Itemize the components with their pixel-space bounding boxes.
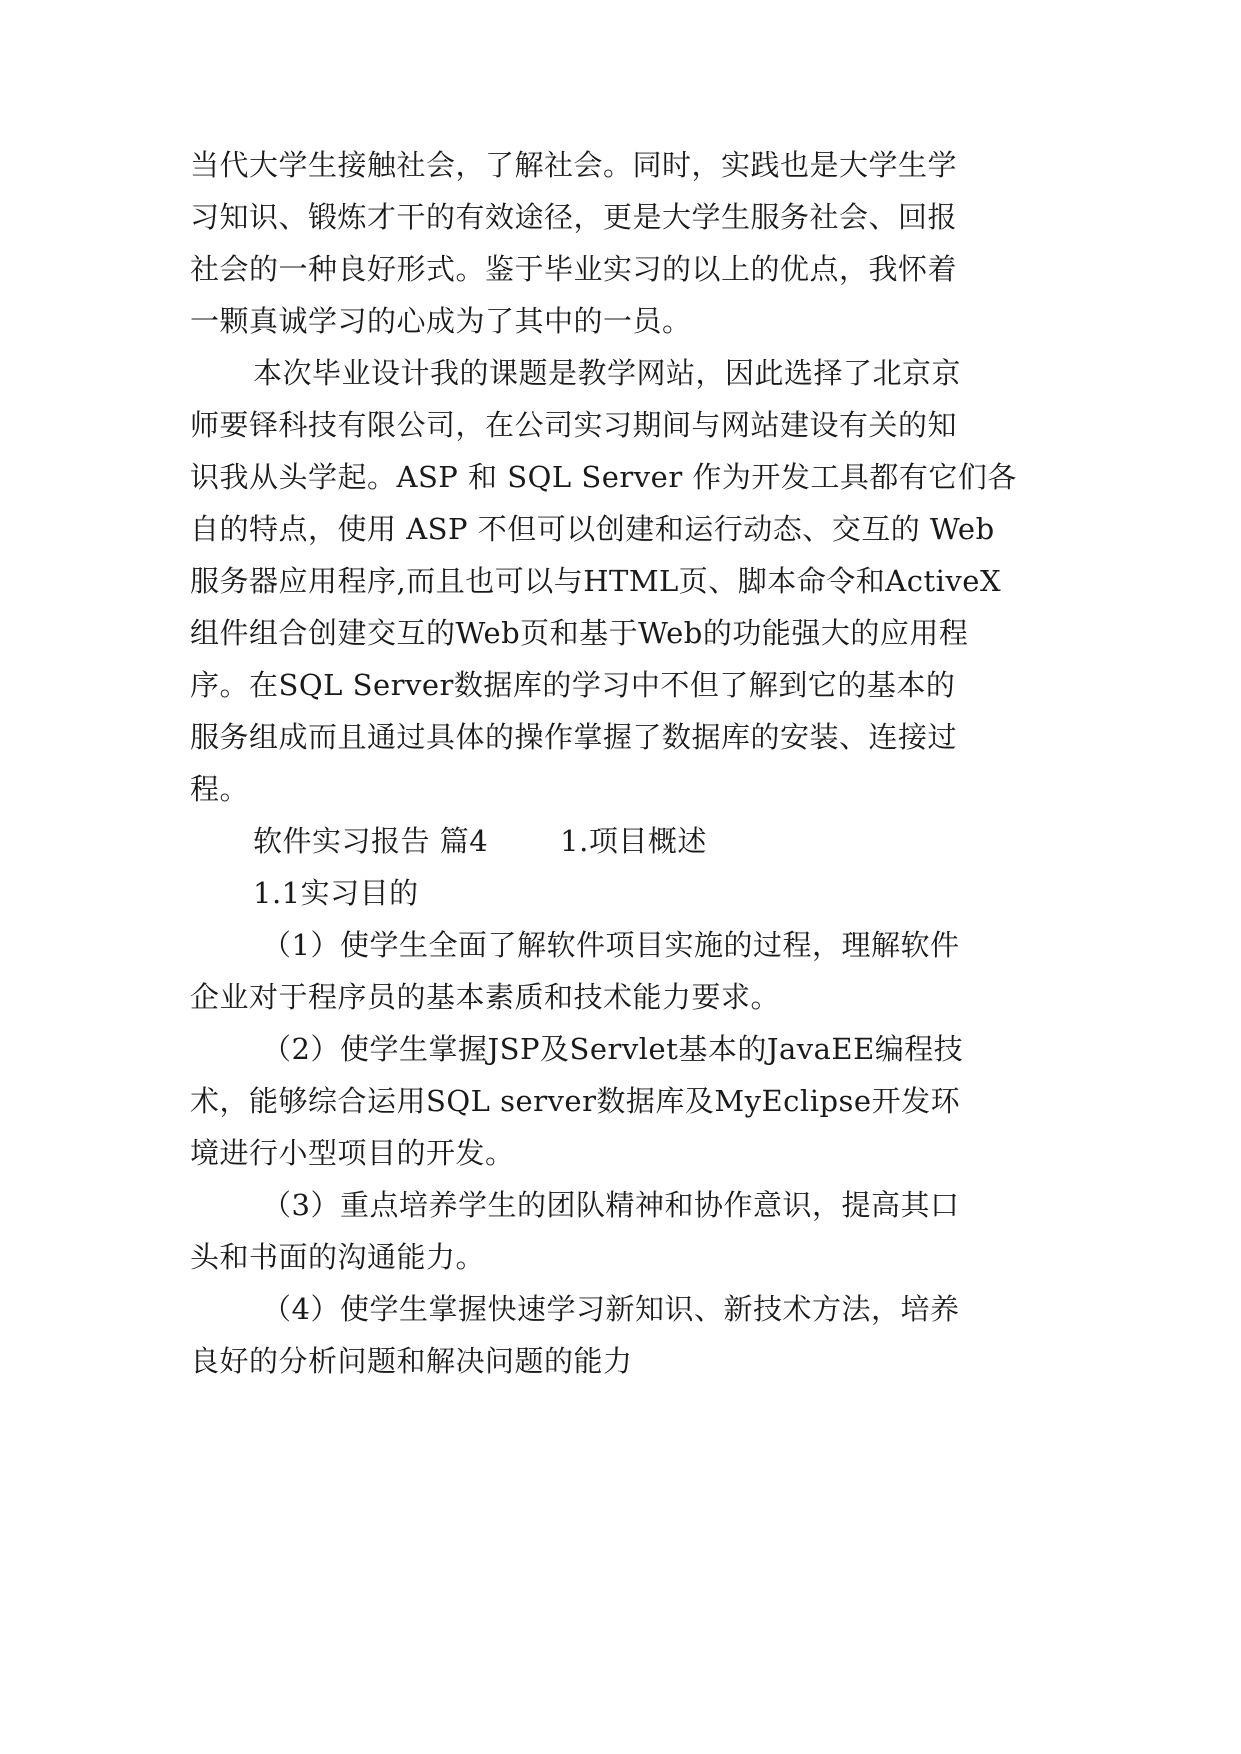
paragraph-line: 习知识、锻炼才干的有效途径，更是大学生服务社会、回报 — [190, 200, 958, 234]
objective-line: 境进行小型项目的开发。 — [190, 1136, 515, 1170]
section-heading-part-b: 1.项目概述 — [560, 824, 707, 858]
objective-line: 企业对于程序员的基本素质和技术能力要求。 — [190, 980, 781, 1014]
paragraph-line: 序。在SQL Server数据库的学习中不但了解到它的基本的 — [190, 668, 956, 702]
objective-line: （3）重点培养学生的团队精神和协作意识，提高其口 — [262, 1188, 960, 1222]
section-heading-part-a: 软件实习报告 篇4 — [253, 824, 489, 858]
paragraph-line: 程。 — [190, 772, 250, 806]
objective-line: 良好的分析问题和解决问题的能力 — [190, 1344, 633, 1378]
paragraph-line: 社会的一种良好形式。鉴于毕业实习的以上的优点，我怀着 — [190, 252, 958, 286]
objective-line: 头和书面的沟通能力。 — [190, 1240, 486, 1274]
paragraph-line: 识我从头学起。ASP 和 SQL Server 作为开发工具都有它们各 — [190, 460, 1017, 494]
paragraph-line: 本次毕业设计我的课题是教学网站，因此选择了北京京 — [253, 356, 962, 390]
section-heading — [253, 821, 1056, 861]
paragraph-line: 组件组合创建交互的Web页和基于Web的功能强大的应用程 — [190, 616, 969, 650]
objective-line: （1）使学生全面了解软件项目实施的过程，理解软件 — [262, 928, 960, 962]
paragraph-line: 服务器应用程序,而且也可以与HTML页、脚本命令和ActiveX — [190, 564, 1002, 598]
paragraph-line: 师要铎科技有限公司，在公司实习期间与网站建设有关的知 — [190, 408, 958, 442]
subheading: 1.1实习目的 — [253, 876, 419, 910]
objective-line: 术，能够综合运用SQL server数据库及MyEclipse开发环 — [190, 1084, 961, 1118]
objective-line: （4）使学生掌握快速学习新知识、新技术方法，培养 — [262, 1292, 960, 1326]
paragraph-line: 自的特点，使用 ASP 不但可以创建和运行动态、交互的 Web — [190, 512, 995, 546]
objective-line: （2）使学生掌握JSP及Servlet基本的JavaEE编程技 — [262, 1032, 964, 1066]
paragraph-line: 服务组成而且通过具体的操作掌握了数据库的安装、连接过 — [190, 720, 958, 754]
paragraph-line: 一颗真诚学习的心成为了其中的一员。 — [190, 304, 692, 338]
paragraph-line: 当代大学生接触社会，了解社会。同时，实践也是大学生学 — [190, 148, 958, 182]
